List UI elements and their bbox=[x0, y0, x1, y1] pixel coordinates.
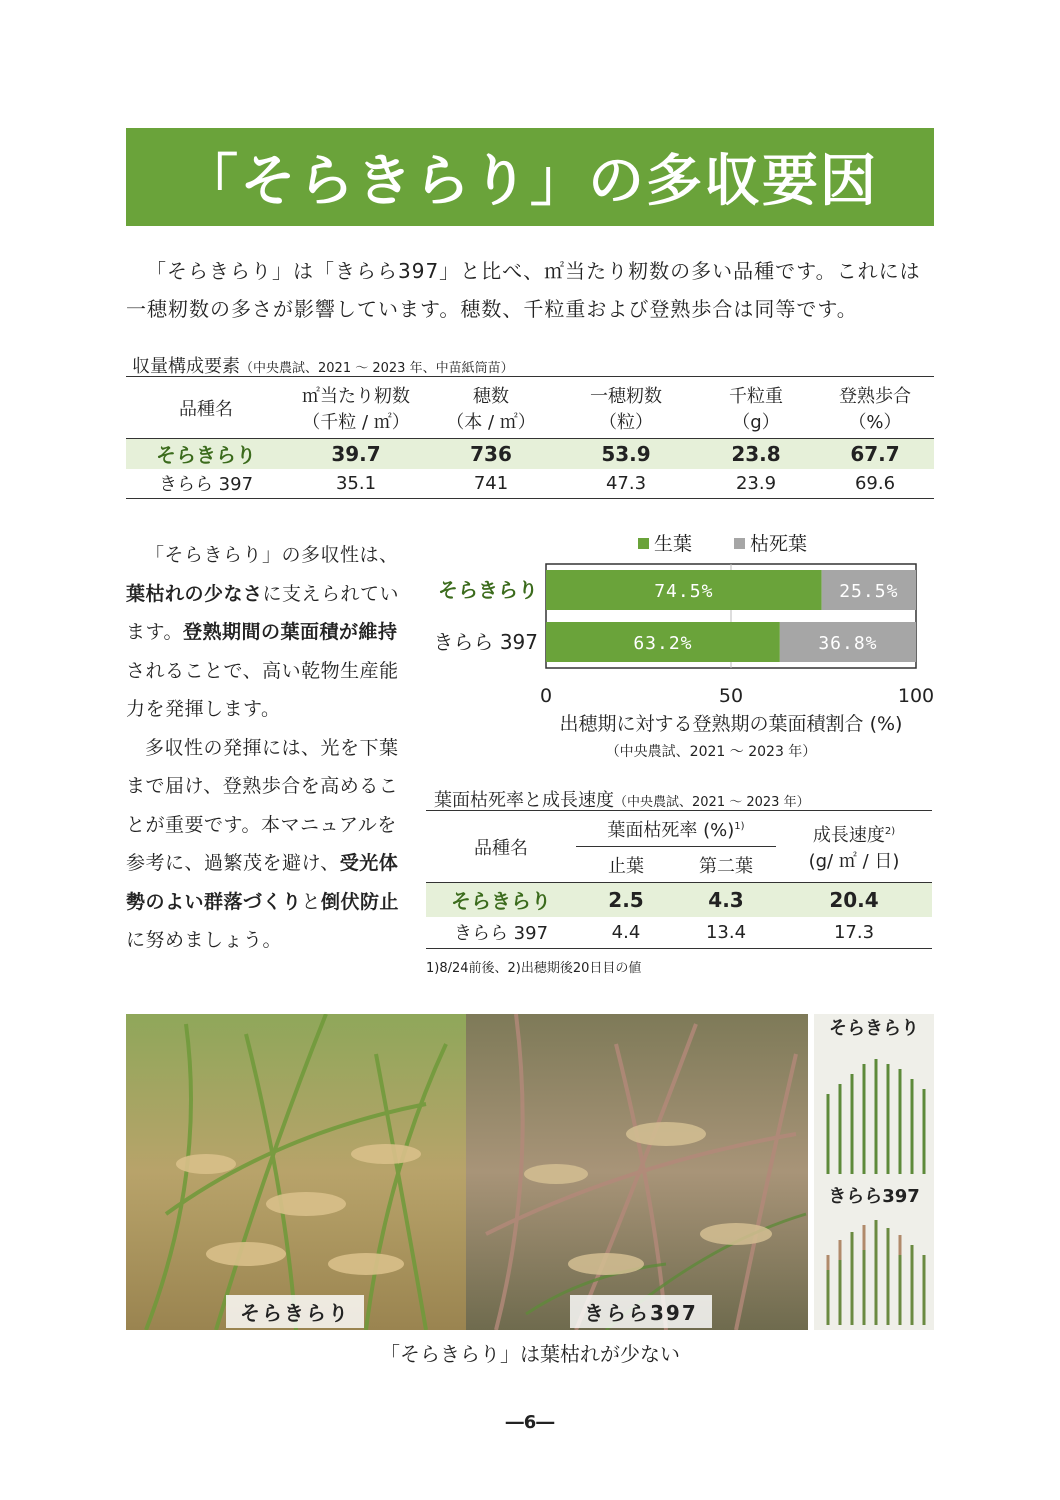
table-row: そらきらり 2.5 4.3 20.4 bbox=[426, 883, 932, 917]
table-row: きらら 397 4.4 13.4 17.3 bbox=[426, 917, 932, 949]
photo-label-sorakirari: そらきらり bbox=[226, 1295, 364, 1328]
table-row: そらきらり 39.7 736 53.9 23.8 67.7 bbox=[126, 439, 934, 469]
leaf-table: 品種名 葉面枯死率 (%)$^{1)}$ 成長速度$^{2)}$ (g/ ㎡ / 日) 止葉 第二葉 そらきらり 2.5 4.3 20.4 きらら 397 4.4 13.4 17.3 bbox=[426, 810, 932, 949]
photo-leaf-samples bbox=[814, 1014, 934, 1330]
leaf-sample-label-kirara397: きらら397 bbox=[828, 1186, 920, 1207]
data-label-1-0: 25.5% bbox=[839, 581, 899, 602]
yield-table bbox=[126, 376, 934, 499]
photo-sorakirari-field bbox=[126, 1014, 466, 1330]
x-tick-label-2: 100 bbox=[897, 685, 935, 707]
page-number: ―6― bbox=[505, 1412, 555, 1433]
intro-paragraph: 「そらきらり」は「きらら397」と比べ、㎡当たり籾数の多い品種です。これには一穂籾数の多さが影響しています。穂数、千粒重および登熟歩合は同等です。 bbox=[126, 259, 921, 321]
yield-table-caption: 収量構成要素（中央農試、2021 ～ 2023 年、中苗紙筒苗） bbox=[132, 356, 514, 377]
side-paragraph-2: 多収性の発揮には、光を下葉まで届け、登熟歩合を高めることが重要です。本マニュアルを参考に、過繁茂を避け、受光体勢のよい群落づくりと倒伏防止に努めましょう。 bbox=[126, 736, 400, 951]
x-tick-label-1: 50 bbox=[718, 685, 744, 707]
legend-label-0: 生葉 bbox=[654, 533, 693, 555]
data-label-0-1: 63.2% bbox=[633, 633, 693, 654]
legend-swatch-0 bbox=[638, 538, 649, 549]
leaf-table-block bbox=[426, 786, 932, 976]
chart-note: （中央農試、2021 ～ 2023 年） bbox=[605, 744, 817, 760]
yield-table-header: 品種名 ㎡当たり籾数 （千粒 / ㎡） 穂数 （本 / ㎡） 一穂籾数 （粒） 千粒重 （g） 登熟歩合 （%） bbox=[126, 377, 934, 439]
data-label-1-1: 36.8% bbox=[818, 633, 878, 654]
leaf-sample-label-sorakirari: そらきらり bbox=[829, 1018, 919, 1039]
leaf-table-footnote: 1)8/24前後、2)出穂期後20日目の値 bbox=[426, 961, 642, 976]
photo-label-kirara397: きらら397 bbox=[570, 1295, 712, 1328]
title-banner bbox=[126, 128, 934, 226]
photo-kirara397-field bbox=[466, 1014, 808, 1330]
table-row: きらら 397 35.1 741 47.3 23.9 69.6 bbox=[126, 469, 934, 499]
category-label-0: そらきらり bbox=[438, 578, 538, 602]
leaf-area-chart-svg bbox=[428, 528, 938, 768]
category-label-1: きらら 397 bbox=[433, 630, 538, 654]
leaf-table-caption: 葉面枯死率と成長速度（中央農試、2021 ～ 2023 年） bbox=[434, 790, 810, 811]
legend-swatch-1 bbox=[734, 538, 745, 549]
side-text bbox=[126, 536, 408, 960]
data-label-0-0: 74.5% bbox=[654, 581, 714, 602]
x-axis-label: 出穂期に対する登熟期の葉面積割合 (%) bbox=[559, 713, 903, 735]
yield-table-block bbox=[126, 352, 934, 499]
x-tick-label-0: 0 bbox=[539, 685, 553, 707]
photo-caption: 「そらきらり」は葉枯れが少ない bbox=[380, 1342, 680, 1366]
legend-label-1: 枯死葉 bbox=[750, 533, 808, 555]
side-paragraph-1: 「そらきらり」の多収性は、葉枯れの少なさに支えられています。登熟期間の葉面積が維持されることで、高い乾物生産能力を発揮します。 bbox=[126, 544, 400, 720]
leaf-area-chart bbox=[428, 528, 938, 768]
page-title: 「そらきらり」の多収要因 bbox=[182, 149, 878, 214]
